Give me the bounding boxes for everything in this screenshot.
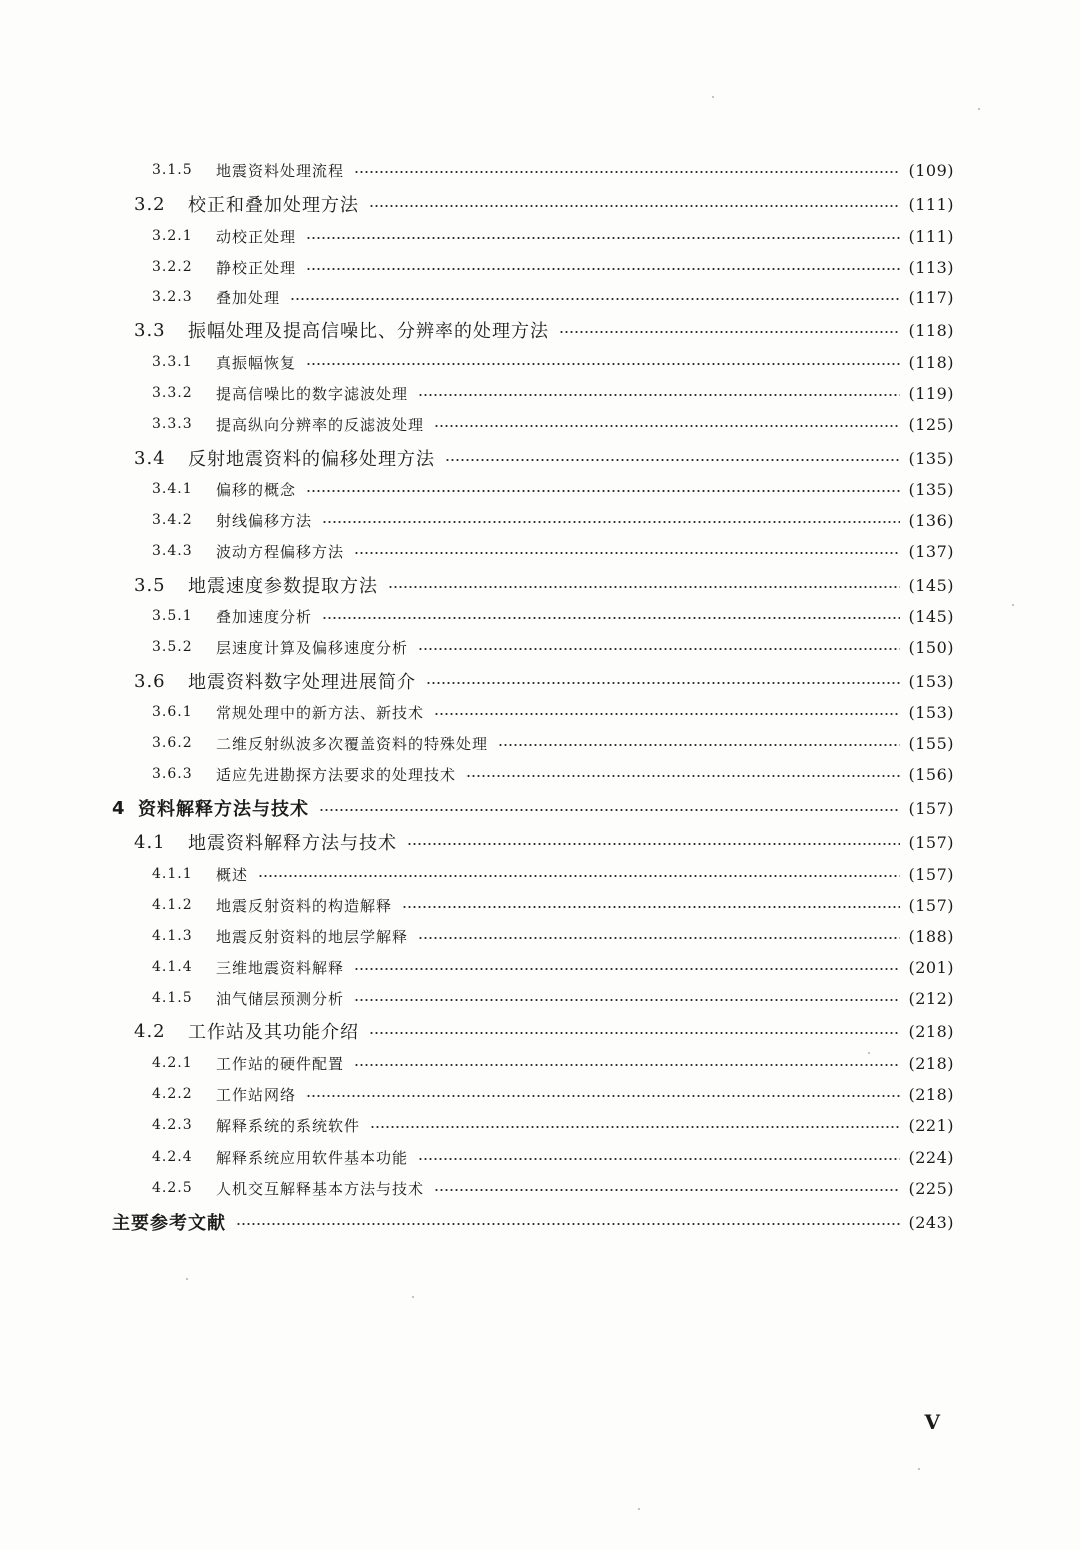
toc-entry-page: (111) [908,226,954,246]
toc-entry-number: 3.4.3 [152,543,193,559]
toc-entry-number: 3.3.2 [152,385,193,401]
toc-entry-page: (117) [908,287,954,307]
toc-entry-number: 4.2 [134,1020,166,1042]
dot-leader [418,1158,900,1160]
toc-entry-title: 地震资料解释方法与技术 [188,833,397,854]
toc-entry-title: 地震反射资料的构造解释 [216,896,393,915]
dot-leader [418,394,900,396]
toc-entry-number: 3.6.2 [152,735,193,751]
toc-entry-number: 3.3 [134,319,166,341]
toc-entry [152,506,954,534]
toc-entry [152,1174,954,1202]
toc-entry-number: 3.4.2 [152,512,193,528]
toc-entry-title: 真振幅恢复 [216,353,297,372]
toc-entry-number: 3.5.2 [152,639,193,655]
toc-entry-page: (145) [908,606,954,626]
toc-entry-page: (155) [908,733,954,753]
toc-entry-title: 二维反射纵波多次覆盖资料的特殊处理 [216,734,489,753]
toc-entry-title: 常规处理中的新方法、新技术 [216,703,425,722]
toc-entry-number: 3.4 [134,447,166,469]
toc-entry-title: 振幅处理及提高信噪比、分辨率的处理方法 [188,321,549,342]
dot-leader [306,237,900,239]
dot-leader [434,1189,900,1191]
toc-entry-title: 三维地震资料解释 [216,958,345,977]
toc-entry-number: 3.5 [134,574,166,596]
toc-entry-page: (243) [908,1212,954,1232]
toc-entry-page: (150) [908,637,954,657]
toc-entry-title: 叠加处理 [216,288,281,307]
toc-entry-number: 3.6 [134,670,166,692]
toc-entry [152,410,954,438]
toc-entry-page: (157) [908,798,954,818]
scan-speck [638,1508,640,1510]
dot-leader [498,744,900,746]
toc-entry-page: (224) [908,1147,954,1167]
toc-entry-page: (212) [908,988,954,1008]
dot-leader [388,586,900,588]
scan-speck [412,1296,414,1298]
toc-entry-page: (188) [908,926,954,946]
toc-entry [152,475,954,503]
toc-entry-number: 4.2.3 [152,1117,193,1133]
toc-entry [152,537,954,565]
toc-entry-title: 波动方程偏移方法 [216,542,345,561]
toc-entry-title: 解释系统应用软件基本功能 [216,1148,409,1167]
scan-speck [918,1468,920,1470]
toc-entry-page: (118) [908,352,954,372]
toc-entry-page: (125) [908,414,954,434]
toc-entry-title: 提高信噪比的数字滤波处理 [216,384,409,403]
toc-entry-page: (218) [908,1021,954,1041]
toc-entry-number: 4 [112,797,126,819]
toc-entry-title: 地震速度参数提取方法 [188,576,378,597]
toc-entry-page: (225) [908,1178,954,1198]
scan-speck [1012,604,1014,606]
toc-entry [112,1208,954,1236]
toc-entry-title: 射线偏移方法 [216,511,313,530]
dot-leader [445,459,900,461]
dot-leader [306,1095,900,1097]
dot-leader [306,268,900,270]
toc-entry-page: (145) [908,575,954,595]
toc-entry-number: 4.1 [134,831,166,853]
toc-entry-title: 层速度计算及偏移速度分析 [216,638,409,657]
toc-entry [152,379,954,407]
toc-entry [152,922,954,950]
toc-entry [134,190,954,218]
dot-leader [354,552,900,554]
dot-leader [236,1223,900,1225]
toc-entry [152,1143,954,1171]
toc-entry-page: (109) [908,160,954,180]
toc-entry-title: 工作站网络 [216,1085,297,1104]
dot-leader [258,875,900,877]
toc-entry [152,1111,954,1139]
toc-entry [134,316,954,344]
toc-entry [152,1049,954,1077]
toc-entry-page: (153) [908,702,954,722]
toc-entry [134,1017,954,1045]
dot-leader [407,843,900,845]
toc-entry [152,1080,954,1108]
toc-entry-page: (157) [908,895,954,915]
toc-entry-page: (137) [908,541,954,561]
toc-entry [152,283,954,311]
toc-entry-title: 人机交互解释基本方法与技术 [216,1179,425,1198]
dot-leader [306,363,900,365]
toc-entry-title: 资料解释方法与技术 [138,799,309,820]
toc-entry-page: (156) [908,764,954,784]
dot-leader [319,809,900,811]
scan-speck [712,96,714,98]
toc-entry-number: 3.6.3 [152,766,193,782]
toc-entry [134,571,954,599]
toc-entry [152,891,954,919]
toc-entry-number: 3.4.1 [152,481,193,497]
toc-entry-number: 4.1.5 [152,990,193,1006]
toc-entry-page: (135) [908,448,954,468]
dot-leader [466,775,900,777]
toc-entry-number: 4.1.2 [152,897,193,913]
toc-entry-number: 4.1.1 [152,866,193,882]
toc-entry [152,222,954,250]
toc-entry [152,760,954,788]
dot-leader [354,968,900,970]
toc-entry-number: 4.2.5 [152,1180,193,1196]
dot-leader [369,205,900,207]
dot-leader [354,1064,900,1066]
toc-entry-number: 4.2.1 [152,1055,193,1071]
toc-entry [112,794,954,822]
toc-entry-title: 校正和叠加处理方法 [188,195,359,216]
toc-entry-title: 油气储层预测分析 [216,989,345,1008]
dot-leader [418,937,900,939]
dot-leader [418,648,900,650]
dot-leader [402,906,900,908]
dot-leader [370,1126,900,1128]
toc-entry [152,633,954,661]
dot-leader [434,425,900,427]
toc-entry-number: 3.3.1 [152,354,193,370]
toc-entry-title: 工作站及其功能介绍 [188,1022,359,1043]
toc-entry-title: 叠加速度分析 [216,607,313,626]
toc-entry-page: (135) [908,479,954,499]
dot-leader [322,521,900,523]
toc-entry-number: 3.2.3 [152,289,193,305]
toc-entry-page: (157) [908,864,954,884]
toc-entry-number: 3.3.3 [152,416,193,432]
page-number: V [924,1410,940,1434]
toc-entry-page: (136) [908,510,954,530]
toc-entry-page: (201) [908,957,954,977]
toc-entry [152,860,954,888]
dot-leader [322,617,900,619]
dot-leader [354,999,900,1001]
toc-entry-title: 主要参考文献 [112,1213,226,1234]
toc-entry [134,444,954,472]
toc-entry [152,348,954,376]
scan-speck [186,1278,188,1280]
toc-entry-title: 地震资料数字处理进展简介 [188,672,416,693]
dot-leader [354,171,900,173]
toc-entry-page: (153) [908,671,954,691]
toc-entry-number: 3.5.1 [152,608,193,624]
dot-leader [559,331,900,333]
dot-leader [369,1032,900,1034]
toc-entry-title: 偏移的概念 [216,480,297,499]
toc-entry-number: 3.1.5 [152,162,193,178]
toc-entry-title: 解释系统的系统软件 [216,1116,361,1135]
dot-leader [290,298,900,300]
toc-entry-number: 4.1.3 [152,928,193,944]
toc-entry-page: (221) [908,1115,954,1135]
toc-entry-title: 地震资料处理流程 [216,161,345,180]
toc-entry-page: (118) [908,320,954,340]
toc-entry-number: 3.2.2 [152,259,193,275]
toc-entry-title: 概述 [216,865,249,884]
toc-entry-number: 4.2.2 [152,1086,193,1102]
scan-speck [868,1052,870,1054]
toc-entry [152,953,954,981]
toc-entry [152,729,954,757]
dot-leader [306,490,900,492]
toc-entry-number: 3.6.1 [152,704,193,720]
toc-entry-title: 适应先进勘探方法要求的处理技术 [216,765,457,784]
toc-entry-page: (218) [908,1084,954,1104]
toc-entry [152,156,954,184]
toc-entry-title: 反射地震资料的偏移处理方法 [188,449,435,470]
toc-entry-page: (113) [908,257,954,277]
scan-speck [978,108,980,110]
dot-leader [434,713,900,715]
toc-entry-page: (218) [908,1053,954,1073]
toc-entry-page: (119) [908,383,954,403]
toc-entry-page: (111) [908,194,954,214]
toc-entry-title: 工作站的硬件配置 [216,1054,345,1073]
toc-entry-number: 4.1.4 [152,959,193,975]
toc-entry [152,602,954,630]
toc-entry [152,984,954,1012]
toc-entry-title: 地震反射资料的地层学解释 [216,927,409,946]
toc-entry-number: 3.2.1 [152,228,193,244]
toc-entry-title: 动校正处理 [216,227,297,246]
toc-entry-number: 3.2 [134,193,166,215]
toc-entry [152,253,954,281]
toc-entry-number: 4.2.4 [152,1149,193,1165]
toc-entry-title: 提高纵向分辨率的反滤波处理 [216,415,425,434]
toc-entry [134,667,954,695]
dot-leader [426,682,900,684]
toc-entry [134,828,954,856]
toc-entry-page: (157) [908,832,954,852]
toc-entry-title: 静校正处理 [216,258,297,277]
toc-entry [152,698,954,726]
